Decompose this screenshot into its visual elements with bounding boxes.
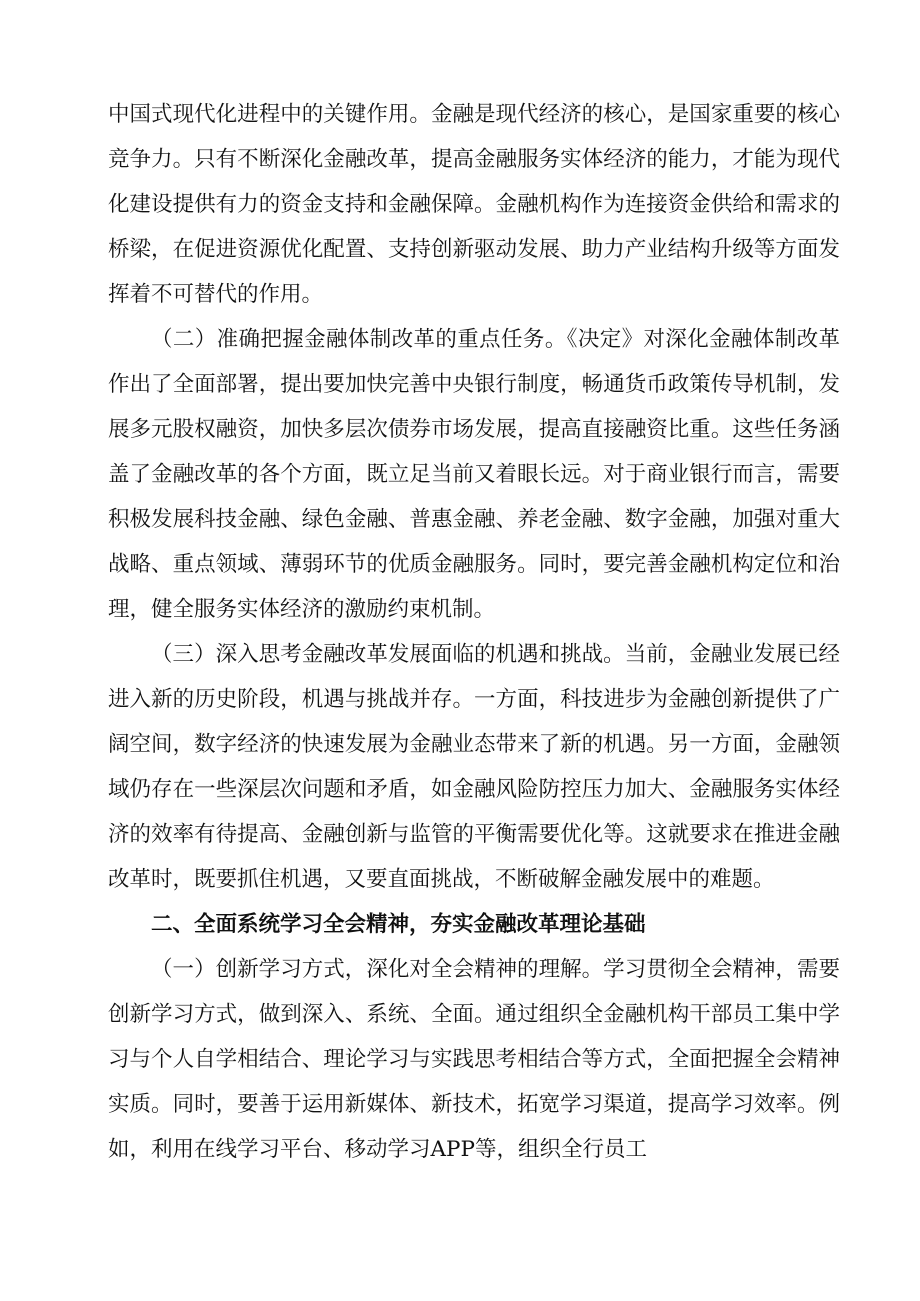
paragraph-4: （一）创新学习方式，深化对全会精神的理解。学习贯彻全会精神，需要创新学习方式，做到深入、系统、全面。通过组织全金融机构干部员工集中学习与个人自学相结合、理论学习与实践思考相结合等方式，全面把握全会精神实质。同时，要善于运用新媒体、新技术，拓宽学习渠道，提高学习效率。例如，利用在线学习平台、移动学习APP等，组织全行员工 [108,957,840,1162]
paragraph-2: （二）准确把握金融体制改革的重点任务。《决定》对深化金融体制改革作出了全面部署，提出要加快完善中央银行制度，畅通货币政策传导机制，发展多元股权融资，加快多层次债券市场发展，提高直接融资比重。这些任务涵盖了金融改革的各个方面，既立足当前又着眼长远。对于商业银行而言，需要积极发展科技金融、绿色金融、普惠金融、养老金融、数字金融，加强对重大战略、重点领域、薄弱环节的优质金融服务。同时，要完善金融机构定位和治理，健全服务实体经济的激励约束机制。 [108,327,840,622]
document-page [108,92,840,1172]
paragraph-1: 中国式现代化进程中的关键作用。金融是现代经济的核心，是国家重要的核心竞争力。只有不断深化金融改革，提高金融服务实体经济的能力，才能为现代化建设提供有力的资金支持和金融保障。金融机构作为连接资金供给和需求的桥梁，在促进资源优化配置、支持创新驱动发展、助力产业结构升级等方面发挥着不可替代的作用。 [108,102,840,307]
section-heading: 二、全面系统学习全会精神，夯实金融改革理论基础 [151,912,646,937]
paragraph-3: （三）深入思考金融改革发展面临的机遇和挑战。当前，金融业发展已经进入新的历史阶段，机遇与挑战并存。一方面，科技进步为金融创新提供了广阔空间，数字经济的快速发展为金融业态带来了新的机遇。另一方面，金融领域仍存在一些深层次问题和矛盾，如金融风险防控压力加大、金融服务实体经济的效率有待提高、金融创新与监管的平衡需要优化等。这就要求在推进金融改革时，既要抓住机遇，又要直面挑战，不断破解金融发展中的难题。 [108,642,840,892]
